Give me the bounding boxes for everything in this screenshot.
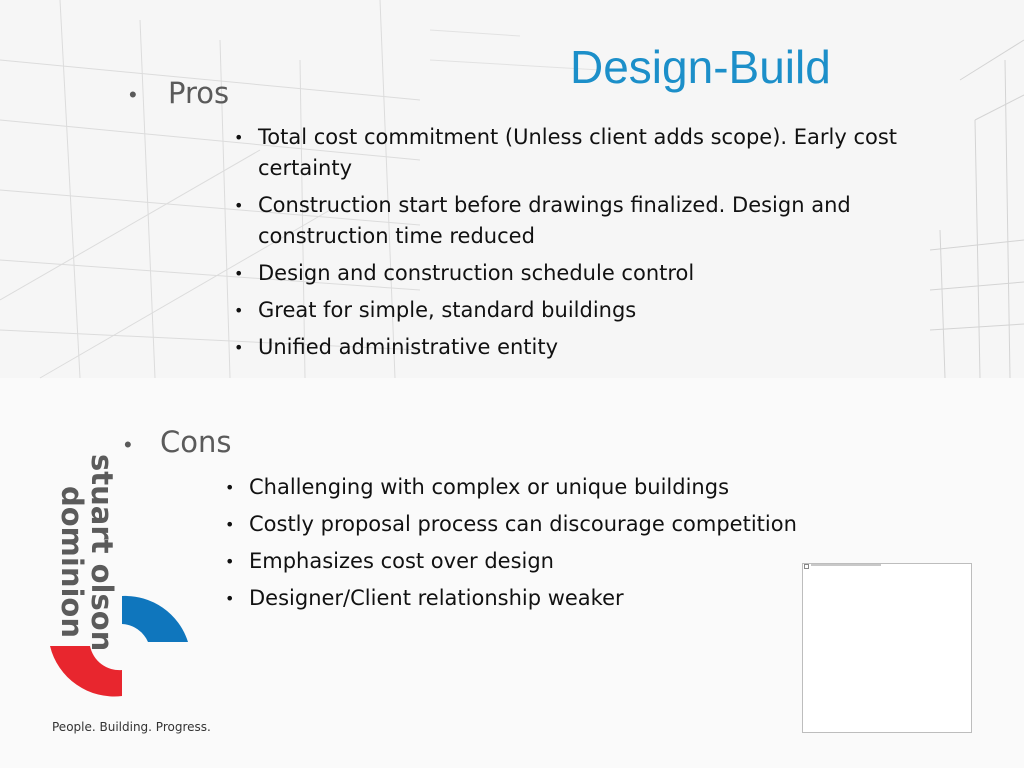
list-item: • Challenging with complex or unique buildings xyxy=(225,472,865,503)
brand-name-line1: stuart olson xyxy=(85,454,119,652)
cons-bullet: • xyxy=(124,432,132,457)
list-item: • Emphasizes cost over design xyxy=(225,546,865,577)
broken-image-icon xyxy=(804,564,809,569)
list-item: • Costly proposal process can discourage competition xyxy=(225,509,865,540)
pros-bullet: • xyxy=(129,82,137,107)
brand-tagline: People. Building. Progress. xyxy=(52,720,211,734)
list-item: • Designer/Client relationship weaker xyxy=(225,583,865,614)
list-item: • Great for simple, standard buildings xyxy=(234,295,979,326)
pros-label: Pros xyxy=(168,76,230,110)
list-item: • Total cost commitment (Unless client adds scope). Early cost certainty xyxy=(234,122,979,184)
list-item: • Construction start before drawings finalized. Design and construction time reduced xyxy=(234,190,979,252)
pros-list xyxy=(234,122,979,369)
brand-logo-icon xyxy=(50,594,196,698)
cons-label: Cons xyxy=(160,425,232,459)
image-placeholder xyxy=(802,563,972,733)
brand-name-line2: dominion xyxy=(55,486,89,638)
slide-title: Design-Build xyxy=(570,41,831,93)
placeholder-caption xyxy=(811,564,881,566)
list-item: • Design and construction schedule control xyxy=(234,258,979,289)
list-item: • Unified administrative entity xyxy=(234,332,979,363)
cons-list xyxy=(225,472,865,620)
